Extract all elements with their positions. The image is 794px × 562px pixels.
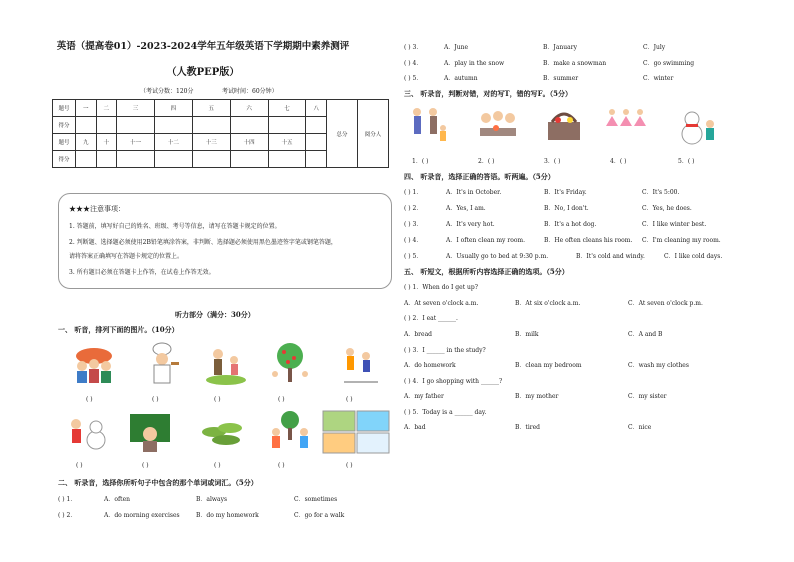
option-a[interactable]: A．It's very hot. — [446, 221, 495, 228]
table-cell — [306, 134, 327, 151]
table-cell: 九 — [76, 134, 97, 151]
question-stem[interactable]: ( ) 5．Today is a ______ day. — [404, 409, 487, 416]
tree-apples-icon — [266, 342, 314, 386]
option-c[interactable]: C．nice — [628, 424, 652, 431]
answer-blank[interactable]: ( ) — [86, 396, 93, 403]
table-cell — [306, 151, 327, 168]
option-a[interactable]: A．Yes, I am. — [446, 205, 486, 212]
option-a[interactable]: A．bad — [404, 424, 426, 431]
grandpa-icon — [202, 342, 250, 386]
snowman-kids-icon — [64, 410, 112, 454]
option-c[interactable]: C．I'm cleaning my room. — [642, 237, 721, 244]
score-input-cell[interactable] — [192, 151, 230, 168]
score-input-cell[interactable] — [154, 117, 192, 134]
family-picture-icon — [70, 342, 118, 386]
notice-item: 2. 判断题、选择题必须使用2B铅笔填涂答案，非判断、选择题必须使用黑色墨迹签字笔或钢笔答题， — [69, 239, 337, 246]
score-input-cell[interactable] — [192, 117, 230, 134]
score-input-cell[interactable] — [154, 151, 192, 168]
teacher-blackboard-icon — [126, 410, 174, 454]
question-stem[interactable]: ( ) 2．I eat ______. — [404, 315, 458, 322]
listening-title: 听力部分（满分：30分） — [175, 310, 255, 319]
table-cell: 十五 — [268, 134, 306, 151]
time-info: 考试时间：60分钟） — [222, 88, 278, 95]
question-stem[interactable]: ( ) 1．When do I get up? — [404, 284, 478, 291]
option-b[interactable]: B．No, I don't. — [544, 205, 589, 212]
snowman-icon — [672, 104, 720, 148]
notice-heading: ★★★注意事项： — [69, 205, 125, 213]
option-c[interactable]: C．Yes, he does. — [642, 205, 692, 212]
score-input-cell[interactable] — [268, 117, 306, 134]
option-b[interactable]: B．milk — [515, 331, 539, 338]
table-cell: 七 — [268, 100, 306, 117]
notice-box — [58, 193, 392, 289]
option-a[interactable]: A．do morning exercises — [104, 512, 180, 519]
score-input-cell[interactable] — [96, 117, 117, 134]
score-info: （考试分数：120分 — [140, 88, 194, 95]
answer-blank[interactable]: 3．( ) — [544, 158, 561, 165]
option-a[interactable]: A．do homework — [404, 362, 456, 369]
answer-blank[interactable]: 1．( ) — [412, 158, 429, 165]
section-4-heading: 四、 听录音，选择正确的答语。听两遍。（5分） — [404, 172, 555, 181]
question-number[interactable]: ( ) 3． — [404, 221, 423, 228]
seasons-grid-icon — [322, 410, 390, 454]
option-b[interactable]: B．It's a hot dog. — [544, 221, 597, 228]
answer-blank[interactable]: ( ) — [152, 396, 159, 403]
section-2-heading: 二、 听录音，选择你所听句子中包含的那个单词或词汇。（5分） — [58, 478, 258, 487]
score-input-cell[interactable] — [306, 117, 327, 134]
answer-blank[interactable]: 4．( ) — [610, 158, 627, 165]
score-input-cell[interactable] — [268, 151, 306, 168]
family-dinner-icon — [474, 104, 522, 148]
table-cell: 题号 — [53, 100, 76, 117]
table-cell: 得分 — [53, 151, 76, 168]
option-b[interactable]: B．It's cold and windy. — [576, 253, 645, 260]
table-cell: 十三 — [192, 134, 230, 151]
option-a[interactable]: A．June — [444, 44, 469, 51]
answer-blank[interactable]: ( ) — [346, 462, 353, 469]
question-number[interactable]: ( ) 4． — [404, 60, 423, 67]
table-cell: 二 — [96, 100, 117, 117]
answer-blank[interactable]: ( ) — [142, 462, 149, 469]
question-number[interactable]: ( ) 2． — [58, 512, 77, 519]
option-c[interactable]: C．I like cold days. — [664, 253, 723, 260]
table-cell: 十一 — [117, 134, 155, 151]
score-input-cell[interactable] — [76, 151, 97, 168]
option-c[interactable]: C．A and B — [628, 331, 663, 338]
option-c[interactable]: C．my sister — [628, 393, 667, 400]
exam-title: 英语（提高卷01）-2023-2024学年五年级英语下学期期中素养测评 — [56, 41, 350, 52]
planting-trees-icon — [266, 410, 314, 454]
table-cell: 一 — [76, 100, 97, 117]
exercise-icon — [334, 342, 382, 386]
option-b[interactable]: B．tired — [515, 424, 540, 431]
option-a[interactable]: A．often — [104, 496, 130, 503]
option-b[interactable]: B．clean my bedroom — [515, 362, 582, 369]
answer-blank[interactable]: 5．( ) — [678, 158, 695, 165]
answer-blank[interactable]: 2．( ) — [478, 158, 495, 165]
notice-item: 1. 答题前，填写好自己的姓名、班级、考号等信息，请写在答题卡规定的位置。 — [69, 223, 281, 230]
score-input-cell[interactable] — [117, 151, 155, 168]
question-stem[interactable]: ( ) 4．I go shopping with ______? — [404, 378, 503, 385]
reviewer-cell: 阅分人 — [358, 100, 389, 168]
question-number[interactable]: ( ) 1． — [58, 496, 77, 503]
option-a[interactable]: A．autumn — [444, 75, 478, 82]
option-a[interactable]: A．I often clean my room. — [446, 237, 526, 244]
score-input-cell[interactable] — [230, 117, 268, 134]
option-b[interactable]: B．my mother — [515, 393, 559, 400]
question-number[interactable]: ( ) 5． — [404, 253, 423, 260]
score-input-cell[interactable] — [117, 117, 155, 134]
table-cell: 三 — [117, 100, 155, 117]
table-cell: 五 — [192, 100, 230, 117]
option-a[interactable]: A．At seven o'clock a.m. — [404, 300, 479, 307]
section-5-heading: 五、 听短文，根据所听内容选择正确的选项。（5分） — [404, 267, 569, 276]
answer-blank[interactable]: ( ) — [278, 396, 285, 403]
section-3-heading: 三、 听录音，判断对错，对的写T，错的写F。（5分） — [404, 89, 572, 98]
question-number[interactable]: ( ) 2． — [404, 205, 423, 212]
green-beans-icon — [200, 410, 248, 454]
option-c[interactable]: C．go swimming — [643, 60, 695, 67]
score-input-cell[interactable] — [76, 117, 97, 134]
option-b[interactable]: B．make a snowman — [543, 60, 607, 67]
option-a[interactable]: A．Usually go to bed at 9:30 p.m. — [446, 253, 549, 260]
answer-blank[interactable]: ( ) — [214, 396, 221, 403]
option-b[interactable]: B．At six o'clock a.m. — [515, 300, 581, 307]
table-cell: 十 — [96, 134, 117, 151]
option-c[interactable]: C．wash my clothes — [628, 362, 689, 369]
answer-blank[interactable]: ( ) — [214, 462, 221, 469]
option-a[interactable]: A．play in the snow — [444, 60, 505, 67]
option-a[interactable]: A．It's in October. — [446, 189, 502, 196]
option-c[interactable]: C．It's 5:00. — [642, 189, 680, 196]
question-number[interactable]: ( ) 3． — [404, 44, 423, 51]
table-cell: 八 — [306, 100, 327, 117]
table-cell: 题号 — [53, 134, 76, 151]
family-walking-icon — [405, 104, 453, 148]
score-table — [52, 99, 389, 168]
option-a[interactable]: A．bread — [404, 331, 433, 338]
question-number[interactable]: ( ) 5． — [404, 75, 423, 82]
exam-subtitle: （人教PEP版） — [166, 67, 240, 78]
question-stem[interactable]: ( ) 3．I ______ in the study? — [404, 347, 486, 354]
section-1-heading: 一、 听音，排列下面的图片。（10分） — [58, 325, 179, 334]
option-c[interactable]: C．sometimes — [294, 496, 338, 503]
option-b[interactable]: B．It's Friday. — [544, 189, 587, 196]
option-b[interactable]: B．do my homework — [196, 512, 259, 519]
notice-item: 3. 所有题目必须在答题卡上作答，在试卷上作答无效。 — [69, 269, 215, 276]
option-c[interactable]: C．I like winter best. — [642, 221, 707, 228]
option-c[interactable]: C．go for a walk — [294, 512, 345, 519]
table-cell: 十二 — [154, 134, 192, 151]
table-cell: 十四 — [230, 134, 268, 151]
option-a[interactable]: A．my father — [404, 393, 444, 400]
option-c[interactable]: C．At seven o'clock p.m. — [628, 300, 703, 307]
score-input-cell[interactable] — [230, 151, 268, 168]
chef-icon — [140, 342, 188, 386]
table-cell: 六 — [230, 100, 268, 117]
option-b[interactable]: B．He often cleans his room. — [544, 237, 633, 244]
total-score-cell: 总分 — [327, 100, 358, 168]
score-input-cell[interactable] — [96, 151, 117, 168]
notice-item: 请将答案正确填写在答题卡规定的位置上。 — [69, 253, 184, 260]
answer-blank[interactable]: ( ) — [76, 462, 83, 469]
picnic-basket-icon — [540, 104, 588, 148]
option-b[interactable]: B．always — [196, 496, 228, 503]
answer-blank[interactable]: ( ) — [278, 462, 285, 469]
option-c[interactable]: C．July — [643, 44, 666, 51]
option-b[interactable]: B．summer — [543, 75, 579, 82]
table-cell: 四 — [154, 100, 192, 117]
table-cell: 得分 — [53, 117, 76, 134]
option-c[interactable]: C．winter — [643, 75, 674, 82]
option-b[interactable]: B．January — [543, 44, 577, 51]
answer-blank[interactable]: ( ) — [346, 396, 353, 403]
question-number[interactable]: ( ) 4． — [404, 237, 423, 244]
question-number[interactable]: ( ) 1． — [404, 189, 423, 196]
ballet-dancers-icon — [602, 104, 650, 148]
